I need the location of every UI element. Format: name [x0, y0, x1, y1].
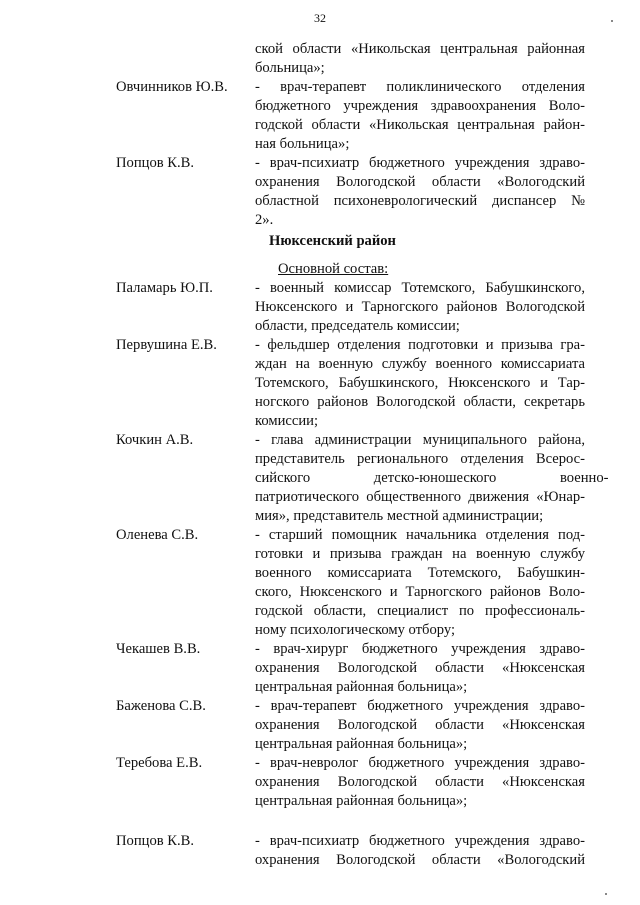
- continuation-line: ской области «Никольская центральная районная: [255, 41, 585, 57]
- member-name: Оленева С.В.: [116, 527, 199, 543]
- member-duty-line: годской области, специалист по профессиональ-: [255, 603, 585, 619]
- section-title: Нюксенский район: [269, 233, 396, 249]
- member-duty-line: центральная районная больница»;: [255, 679, 468, 695]
- member-duty-line: патриотического общественного движения «Юнар-: [255, 489, 585, 505]
- member-duty-line: мия», представитель местной администрации;: [255, 508, 544, 524]
- member-name: Попцов К.В.: [116, 833, 195, 849]
- member-duty-line: сийского детско-юношеского военно-: [255, 470, 609, 486]
- member-duty-line: центральная районная больница»;: [255, 736, 468, 752]
- member-duty-line: годской области «Никольская центральная район-: [255, 117, 585, 133]
- member-duty-line: военного комиссариата Тотемского, Бабушкин-: [255, 565, 585, 581]
- member-duty-line: - врач-психиатр бюджетного учреждения здраво-: [255, 833, 585, 849]
- member-duty-line: - врач-терапевт бюджетного учреждения здраво-: [255, 698, 585, 714]
- member-duty-line: области, председатель комиссии;: [255, 318, 460, 334]
- member-duty-line: 2».: [255, 212, 274, 228]
- member-name: Баженова С.В.: [116, 698, 206, 714]
- member-duty-line: - старший помощник начальника отделения под-: [255, 527, 585, 543]
- member-duty-line: охранения Вологодской области «Нюксенская: [255, 660, 585, 676]
- member-name: Чекашев В.В.: [116, 641, 201, 657]
- member-duty-line: готовки и призыва граждан на военную службу: [255, 546, 585, 562]
- member-duty-line: ждан на военную службу военного комиссариата: [255, 356, 585, 372]
- member-duty-line: охранения Вологодской области «Нюксенская: [255, 774, 585, 790]
- member-duty-line: охранения Вологодской области «Вологодский: [255, 174, 585, 190]
- member-duty-line: - врач-хирург бюджетного учреждения здраво-: [255, 641, 585, 657]
- member-name: Первушина Е.В.: [116, 337, 217, 353]
- member-duty-line: - врач-психиатр бюджетного учреждения здраво-: [255, 155, 585, 171]
- member-duty-line: областной психоневрологический диспансер №: [255, 193, 585, 209]
- member-name: Теребова Е.В.: [116, 755, 203, 771]
- member-duty-line: - фельдшер отделения подготовки и призыва гра-: [255, 337, 585, 353]
- section-subheading: Основной состав:: [278, 261, 389, 277]
- member-name: Кочкин А.В.: [116, 432, 194, 448]
- member-duty-line: ному психологическому отбору;: [255, 622, 456, 638]
- page-number: 32: [314, 11, 326, 25]
- member-duty-line: ная больница»;: [255, 136, 350, 152]
- member-duty-line: - глава администрации муниципального района,: [255, 432, 585, 448]
- member-duty-line: - военный комиссар Тотемского, Бабушкинского,: [255, 280, 585, 296]
- member-name: Попцов К.В.: [116, 155, 195, 171]
- scan-mark: [611, 20, 613, 22]
- member-duty-line: охранения Вологодской области «Вологодский: [255, 852, 585, 868]
- scan-mark: [605, 893, 607, 895]
- member-duty-line: бюджетного учреждения здравоохранения Воло-: [255, 98, 585, 114]
- member-name: Овчинников Ю.В.: [116, 79, 228, 95]
- member-duty-line: ского, Нюксенского и Тарногского районов Воло-: [255, 584, 585, 600]
- member-duty-line: - врач-невролог бюджетного учреждения здраво-: [255, 755, 585, 771]
- member-duty-line: центральная районная больница»;: [255, 793, 468, 809]
- member-duty-line: Тотемского, Бабушкинского, Нюксенского и Тар-: [255, 375, 585, 391]
- continuation-line: больница»;: [255, 60, 325, 76]
- member-duty-line: представитель регионального отделения Всерос-: [255, 451, 585, 467]
- member-duty-line: охранения Вологодской области «Нюксенская: [255, 717, 585, 733]
- member-duty-line: комиссии;: [255, 413, 319, 429]
- member-duty-line: - врач-терапевт поликлинического отделения: [255, 79, 585, 95]
- member-duty-line: Нюксенского и Тарногского районов Вологодской: [255, 299, 585, 315]
- member-name: Паламарь Ю.П.: [116, 280, 213, 296]
- member-duty-line: ногского районов Вологодской области, секретарь: [255, 394, 585, 410]
